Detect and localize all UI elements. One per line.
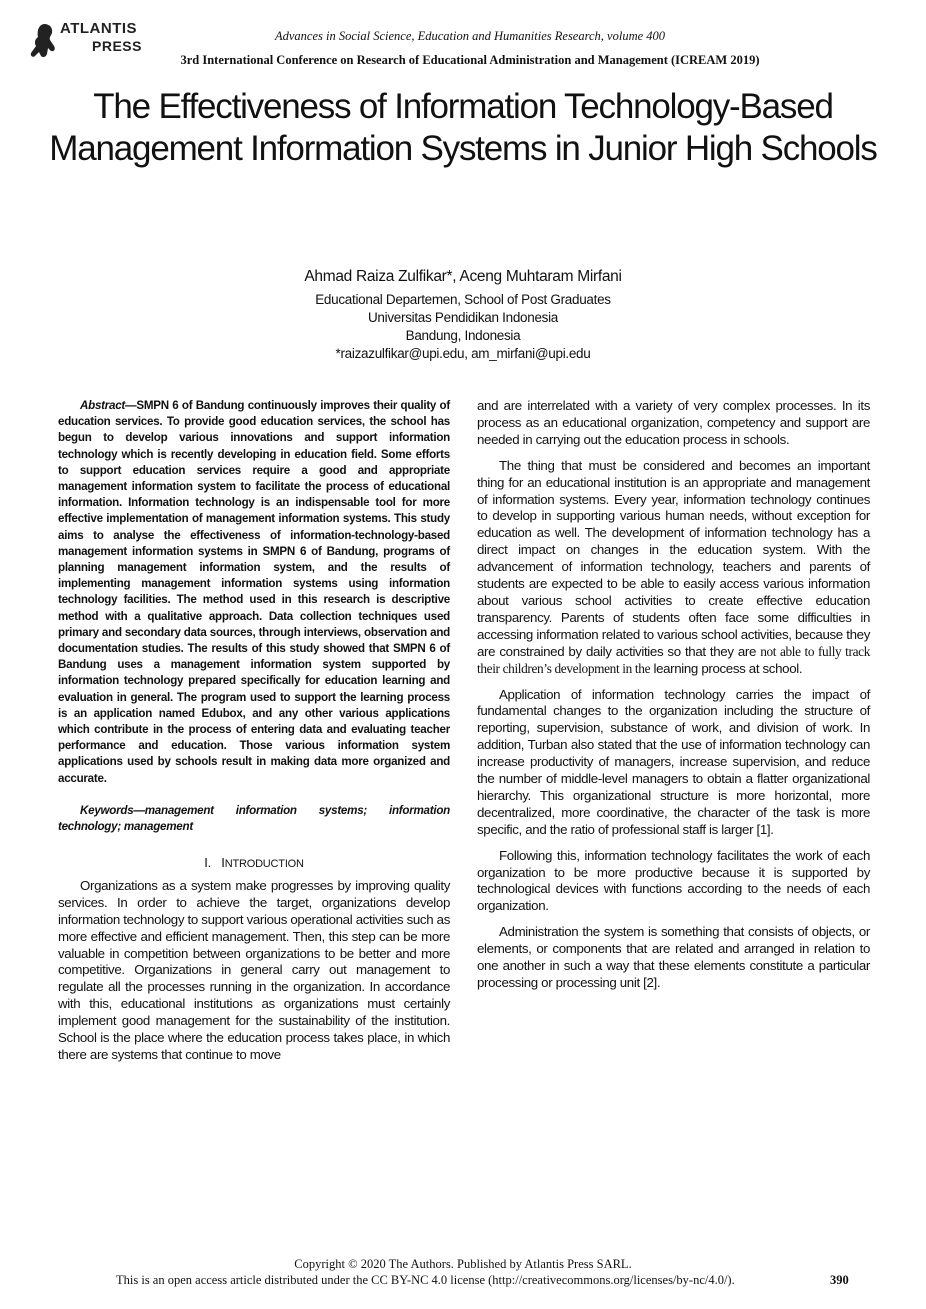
series-header: Advances in Social Science, Education and Humanities Research, volume 400: [274, 29, 666, 43]
copyright-notice: Copyright © 2020 The Authors. Published by Atlantis Press SARL.: [294, 1257, 632, 1271]
section-number: I.: [204, 854, 212, 870]
keywords: Keywords—management information systems; information technology; management: [58, 803, 450, 833]
section-heading-introduction: [58, 855, 450, 870]
intro-paragraph: Organizations as a system make progresses by improving quality services. In order to achieve the target, organizations develop information technology to support various operational activities such as more effective and efficient management. Then, this step can be more valuable in competition between organizations to be better and more competitive. Organizations in general carry out management to regulate all the processes running in the organization. In accordance with this, educational institutions as organizations must certainly implement good management for the sustainability of the institution. School is the place where the education process takes place, in which there are systems that continue to move: [58, 877, 450, 1062]
paper-title: The Effectiveness of Information Technology-Based Management Information Systems in Junior High Schools: [49, 87, 877, 168]
atlantis-figure-icon: [30, 22, 60, 60]
right-paragraph-4: Following this, information technology facilitates the work of each organization to be more productive because it is supported by technological devices with functions according to the needs of each organization.: [477, 847, 870, 914]
abstract-lead: Abstract: [80, 399, 126, 412]
abstract: [58, 398, 450, 787]
right-paragraph-5: Administration the system is something that consists of objects, or elements, or components that are related and arranged in relation to one another in such a way that these elements constitute a particular processing or processing unit [2].: [477, 924, 870, 990]
logo-text-atlantis: ATLANTIS: [60, 20, 138, 37]
conference-header: 3rd International Conference on Research of Educational Administration and Management (ICREAM 2019): [180, 53, 760, 67]
author-list: Ahmad Raiza Zulfikar*, Aceng Muhtaram Mirfani: [304, 268, 622, 285]
left-column: [58, 398, 450, 1064]
right-paragraph-2-part-c: learning process at school.: [650, 660, 803, 676]
page-number: 390: [830, 1273, 849, 1287]
author-emails: *raizazulfikar@upi.edu, am_mirfani@upi.edu: [335, 346, 591, 361]
publisher-logo: [30, 20, 145, 64]
right-paragraph-2-part-b: not able to fully track their children’s development in the: [477, 643, 870, 676]
affiliation-department: Educational Departemen, School of Post Graduates: [315, 292, 611, 307]
section-title-rest: NTRODUCTION: [224, 857, 304, 870]
affiliation-university: Universitas Pendidikan Indonesia: [367, 310, 559, 325]
right-paragraph-1: and are interrelated with a variety of very complex processes. In its process as an educational organization, competency and support are needed in carrying out the education process in schools.: [477, 398, 870, 447]
section-initial: I: [221, 854, 225, 870]
affiliation-city: Bandung, Indonesia: [405, 328, 521, 343]
right-paragraph-2-part-a: The thing that must be considered and becomes an important thing for an educational institution is an appropriate and management of information systems. Every year, information technology continues to develop in supporting various human needs, without exception for education as well. The development of information technology has a direct impact on changes in the education system. With the advancement of information technology, teachers and parents of students are expected to be able to easily access various information about various school activities to create effective education transparency. Parents of students often face some difficulties in accessing information related to various school activities, because they are constrained by daily activities so that they are: [477, 457, 870, 659]
logo-text-press: PRESS: [92, 38, 142, 54]
abstract-text: —SMPN 6 of Bandung continuously improves their quality of education services. To provide good education services, the school has begun to develop various innovations and support information technology which is recently developing in education field. Some efforts to support education services require a good and appropriate management information system to facilitate the process of educational information. Information technology is an indispensable tool for more effective implementation of management information systems. This study aims to analyse the effectiveness of information-technology-based management information systems in SMPN 6 of Bandung, programs of planning management information system, and the results of implementing management information systems using information technology facilities. The method used in this research is descriptive method with a qualitative approach. Data collection techniques used primary and secondary data sources, through interviews, observation and documentation studies. The results of this study showed that SMPN 6 of Bandung uses a management information system supported by information technology prepared specifically for education learning and evaluation in general. The program used to support the learning process is an application named Edubox, and any other various applications which contribute in the process of entering data and evaluating teacher performance and education. Those various information system applications used by schools result in making data more organized and accurate.: [58, 399, 450, 785]
right-column: [477, 398, 870, 992]
license-notice: This is an open access article distributed under the CC BY-NC 4.0 license (http://creativecommons.org/licenses/by-nc/4.0/).: [116, 1273, 735, 1287]
right-paragraph-3: Application of information technology carries the impact of fundamental changes to the organization including the structure of reporting, supervision, substance of work, and division of work. In addition, Turban also stated that the use of information technology can increase productivity of managers, increase supervision, and reduce the number of middle-level managers to obtain a flatter organizational hierarchy. This organizational structure is more horizontal, more decentralized, more coordinative, the character of the task is more specific, and the ratio of professional staff is larger [1].: [477, 686, 870, 837]
right-paragraph-2: [477, 458, 870, 678]
